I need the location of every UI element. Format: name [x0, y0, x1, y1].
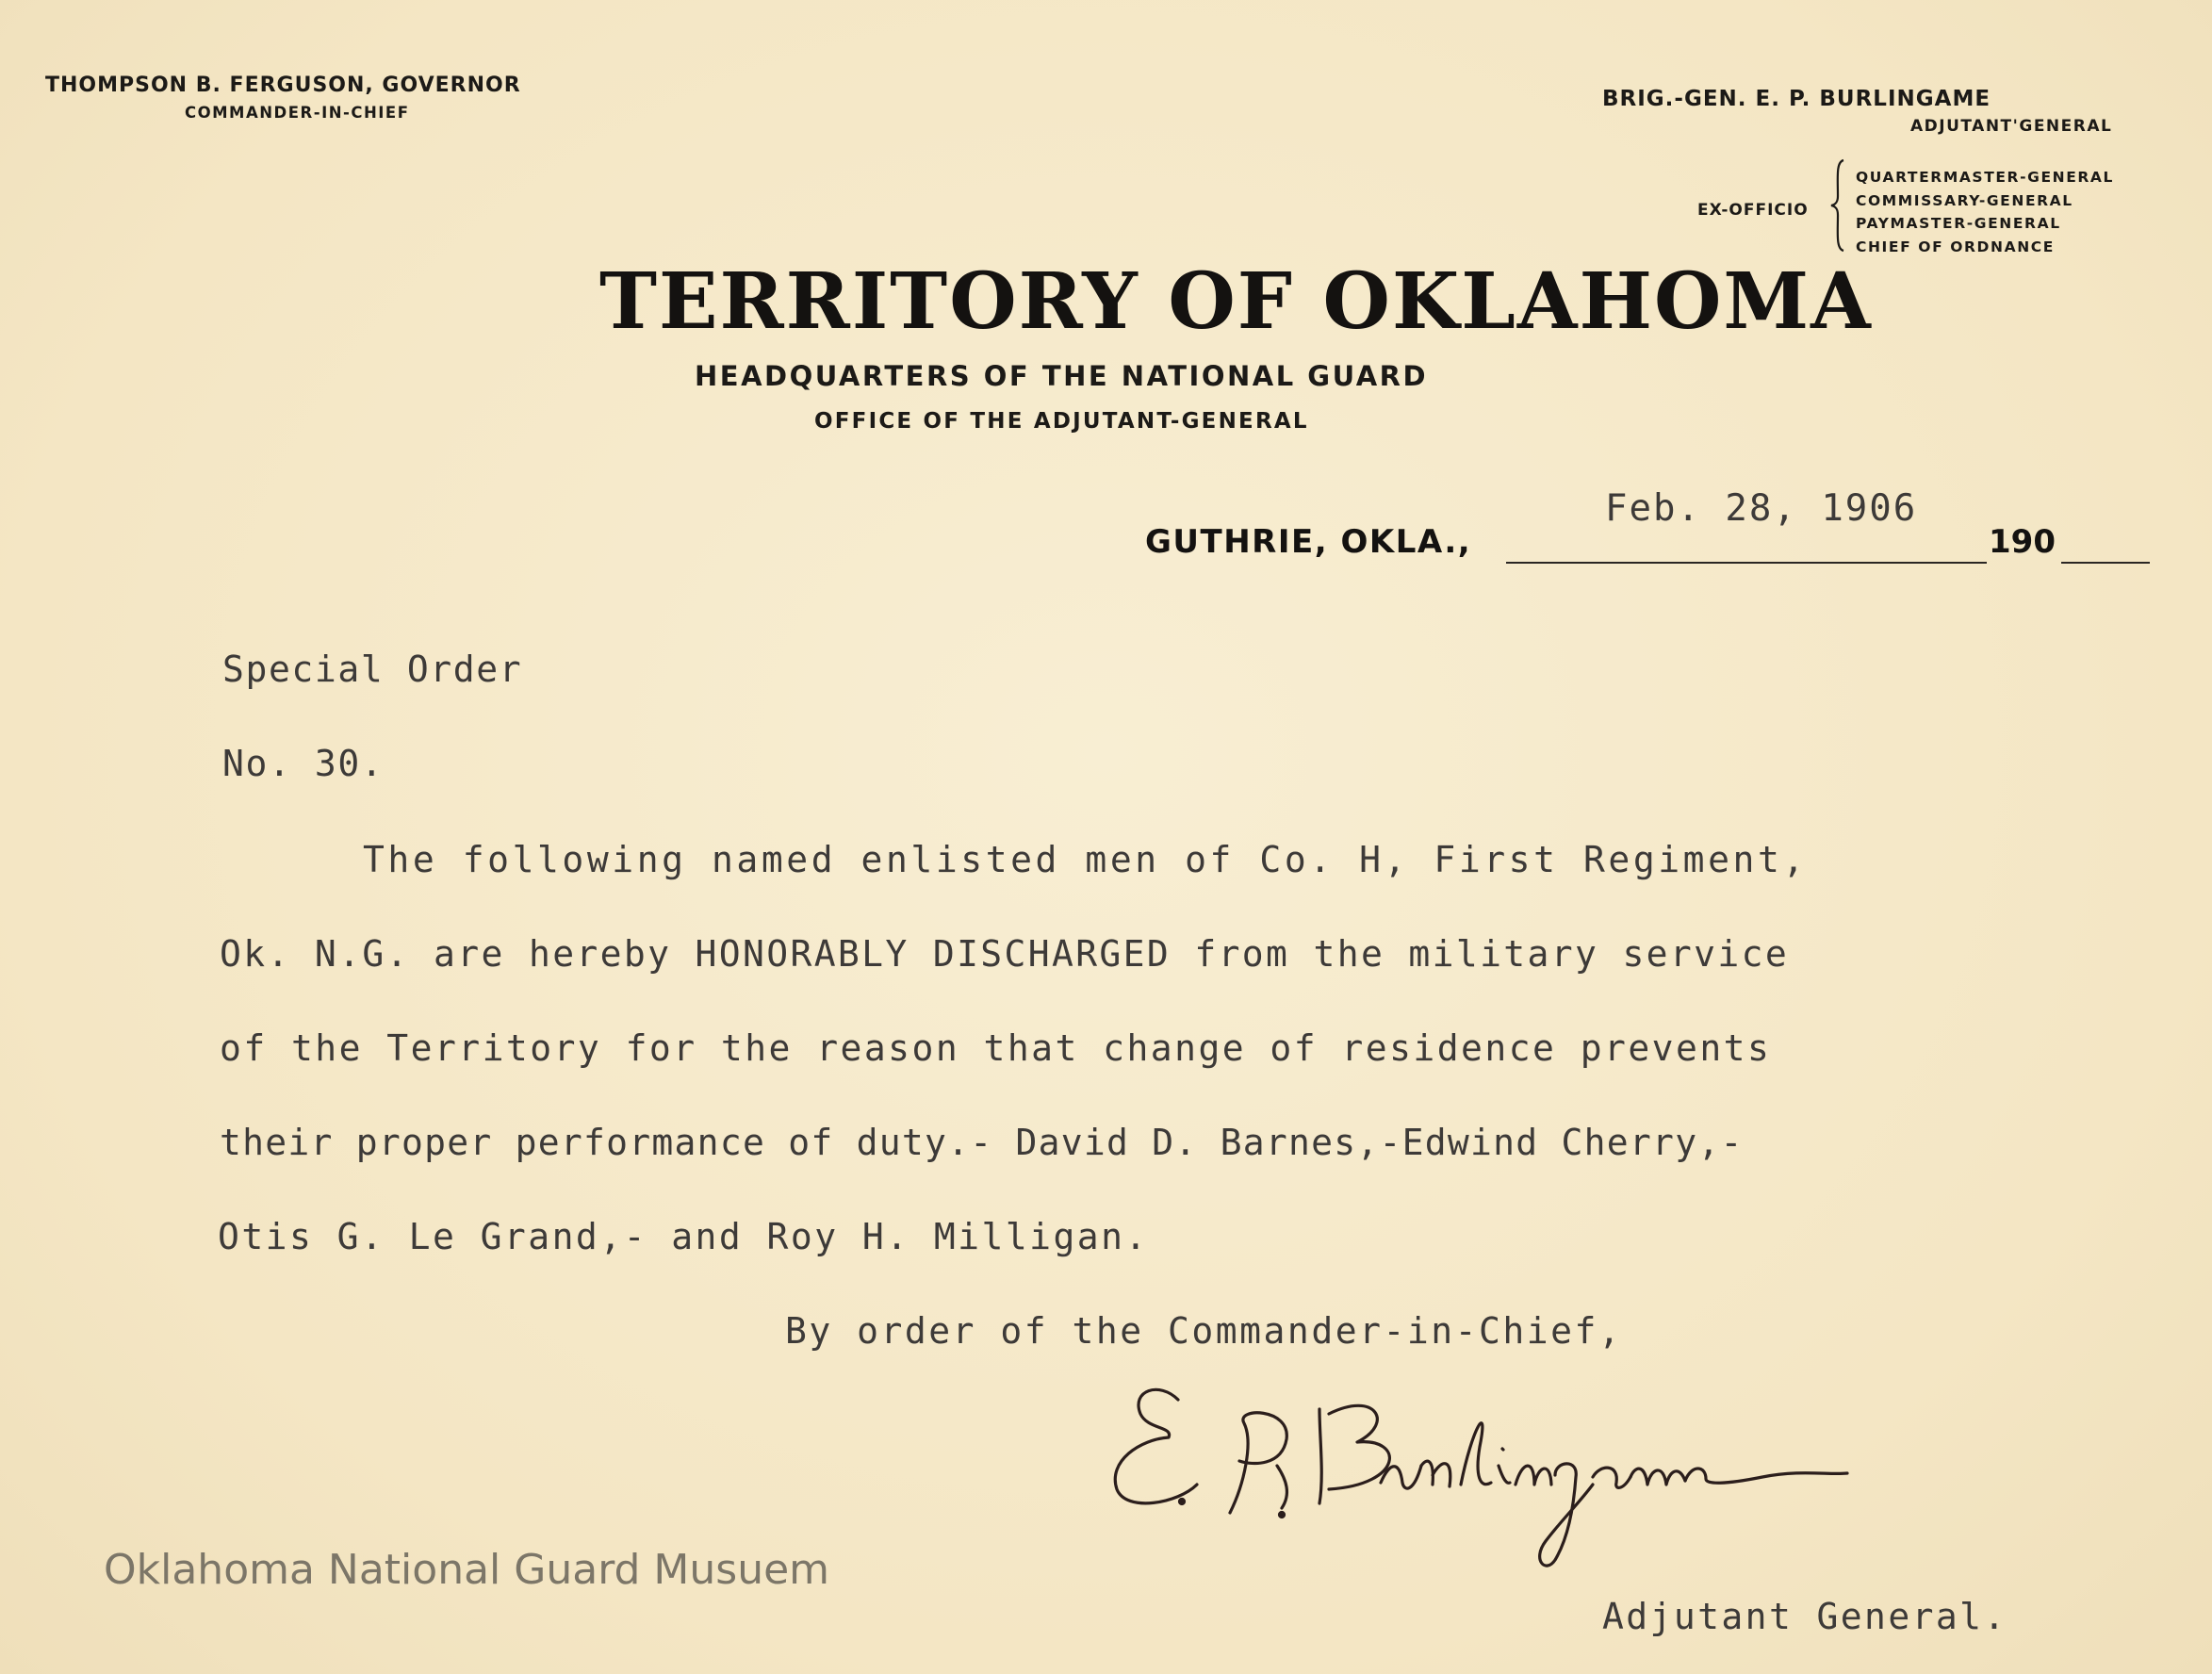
ex-officio-role: PAYMASTER-GENERAL [1856, 215, 2061, 232]
order-heading: Special Order [222, 648, 523, 690]
museum-watermark: Oklahoma National Guard Musuem [104, 1546, 830, 1594]
order-number: No. 30. [222, 743, 385, 784]
ex-officio-role: COMMISSARY-GENERAL [1856, 191, 2073, 209]
governor-name: THOMPSON B. FERGUSON, GOVERNOR [45, 74, 521, 97]
closing-line: By order of the Commander-in-Chief, [785, 1310, 1623, 1352]
ex-officio-role: CHIEF OF ORDNANCE [1856, 238, 2055, 255]
typed-date: Feb. 28, 1906 [1605, 487, 1918, 530]
body-line: their proper performance of duty.- David D. Barnes,-Edwind Cherry,- [220, 1122, 1744, 1163]
brace-icon [1828, 158, 1847, 253]
ex-officio-label: EX-OFFICIO [1697, 201, 1809, 220]
letterhead-subtitle-hq: HEADQUARTERS OF THE NATIONAL GUARD [695, 360, 1429, 392]
date-rule [1506, 562, 1987, 564]
year-prefix: 190 [1989, 523, 2056, 561]
body-line: The following named enlisted men of Co. H, First Regiment, [363, 839, 1808, 880]
ex-officio-role: QUARTERMASTER-GENERAL [1856, 169, 2115, 186]
signer-title: Adjutant General. [1602, 1596, 2007, 1637]
place-line: GUTHRIE, OKLA., [1145, 523, 1472, 561]
adjutant-general-name: BRIG.-GEN. E. P. BURLINGAME [1602, 87, 1991, 111]
adjutant-general-title: ADJUTANT'GENERAL [1910, 117, 2113, 136]
governor-title: COMMANDER-IN-CHIEF [185, 104, 410, 122]
body-line: Otis G. Le Grand,- and Roy H. Milligan. [218, 1216, 1149, 1257]
letterhead-title: TERRITORY OF OKLAHOMA [599, 256, 1873, 347]
body-line: Ok. N.G. are hereby HONORABLY DISCHARGED from the military service [220, 933, 1790, 975]
ex-officio-roles [1856, 166, 2114, 258]
handwritten-signature [1103, 1371, 1998, 1579]
body-line: of the Territory for the reason that change of residence prevents [220, 1027, 1772, 1069]
letterhead-subtitle-office: OFFICE OF THE ADJUTANT-GENERAL [814, 409, 1309, 434]
year-rule [2061, 562, 2150, 564]
